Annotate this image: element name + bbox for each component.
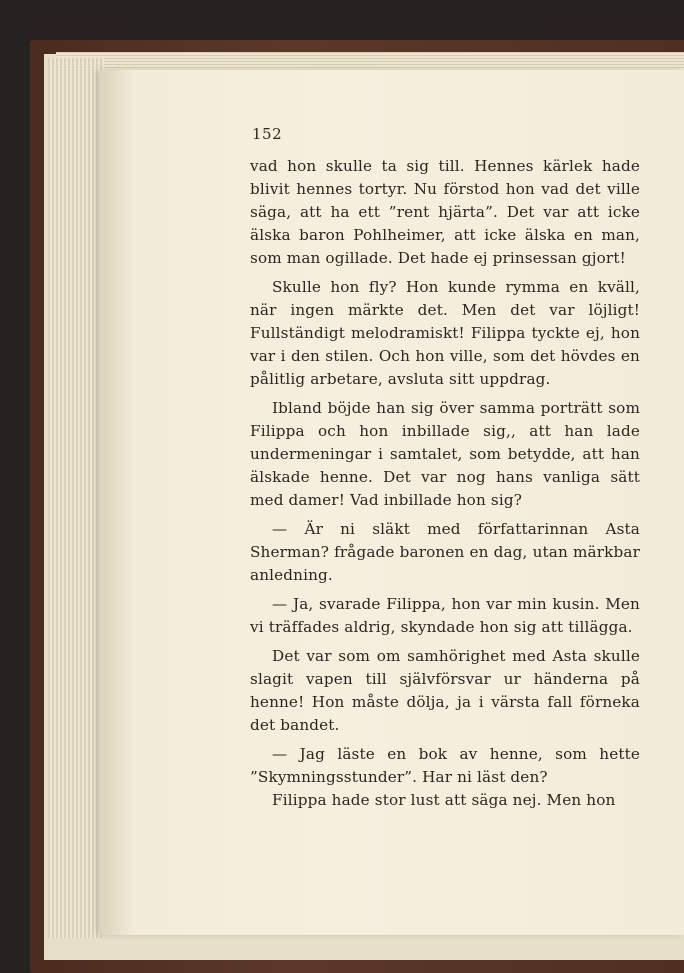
paragraph-2: Skulle hon fly? Hon kunde rymma en kväll, när ingen märkte det. Men det var löjligt! Fullständigt melodramiskt! Filippa tyckte ej, hon var i den stilen. Och hon ville, som det hövdes en pålitlig arbetare, avsluta sitt uppdrag.	[250, 278, 640, 388]
paragraph-8: Filippa hade stor lust att säga nej. Men hon	[272, 791, 616, 809]
paragraph-6: Det var som om samhörighet med Asta skulle slagit vapen till självförsvar ur händerna på henne! Hon måste dölja, ja i värsta fall förneka det bandet.	[250, 647, 640, 734]
paragraph-1: vad hon skulle ta sig till. Hennes kärlek hade blivit hennes tortyr. Nu förstod hon vad det ville säga, att ha ett ”rent hjärta”. Det var att icke älska baron Pohlheimer, att icke älska en man, som man ogillade. Det hade ej prinsessan gjort!	[250, 157, 640, 267]
page-top-edges	[56, 52, 684, 72]
page-side-edges	[48, 58, 104, 938]
paragraph-3: Ibland böjde han sig över samma porträtt som Filippa och hon inbillade sig,, att han lade undermeningar i samtalet, som betydde, att han älskade henne. Det var nog hans vanliga sätt med damer! Vad inbillade hon sig?	[250, 399, 640, 509]
page-text	[250, 155, 640, 818]
paragraph-4: — Är ni släkt med författarinnan Asta Sherman? frågade baronen en dag, utan märkbar anledning.	[250, 520, 640, 584]
page-number: 152	[252, 125, 283, 143]
paragraph-7: — Jag läste en bok av henne, som hette ”Skymningsstunder”. Har ni läst den?	[250, 745, 640, 786]
paragraph-5: — Ja, svarade Filippa, hon var min kusin. Men vi träffades aldrig, skyndade hon sig att tillägga.	[250, 595, 640, 636]
